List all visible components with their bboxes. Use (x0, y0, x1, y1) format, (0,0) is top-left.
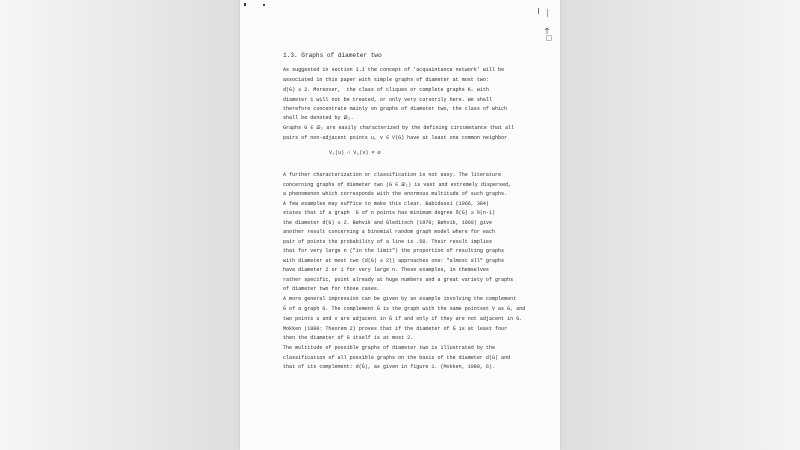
paragraph-line: Graphs G ∈ 𝒟₂ are easily characterized by the defining circumstance that all (283, 125, 515, 131)
paragraph-line: of diameter two for those cases. (283, 286, 380, 292)
paragraph-line: therefore concentrate mainly on graphs of diameter two, the class of which (283, 106, 508, 112)
paragraph-line: diameter 1 will not be treated, or only very cursorily here. We shall (283, 97, 492, 103)
paragraph-line: have diameter 2 or 1 for very large n. These examples, in themselves (283, 267, 489, 273)
formula: V₁(u) ∩ V₁(v) ≠ ∅ (329, 150, 381, 156)
paragraph-line: A more general impression can be given by an example involving the complement (283, 296, 517, 302)
scan-mark (547, 9, 548, 17)
paragraph-line: The multitude of possible graphs of diameter two is illustrated by the (283, 345, 496, 351)
paragraph-line: As suggested in section 1.1 the concept of 'acquaintance network' will be (283, 67, 505, 73)
paragraph-line: Ḡ of a graph G. The complement Ḡ is the graph with the same pointset V as G, and (283, 306, 526, 312)
paragraph-line: pair of points the probability of a line is .50. Their result implies (283, 239, 492, 245)
paragraph-line: then the diameter of G itself is at most 2. (283, 335, 414, 341)
scan-mark (244, 3, 246, 6)
paragraph-line: pairs of non-adjacent points u, v ∈ V(G) have at least one common neighbor (283, 135, 508, 141)
scan-mark (538, 8, 539, 14)
paragraph-line: states that if a graph G of n points has minimum degree δ(G) ≥ ½(n-1) (283, 210, 496, 216)
scan-mark (263, 4, 265, 6)
scan-mark (546, 35, 552, 41)
paragraph-line: Mokken (1980: Theorem 2) proves that if the diameter of Ḡ is at least four (283, 326, 508, 332)
paragraph-line: another result concerning a binomial random graph model where for each (283, 229, 496, 235)
paragraph-line: concerning graphs of diameter two (G ∈ 𝒟₂) is vast and extremely dispersed, (283, 182, 512, 188)
paragraph-line: classification of all possible graphs on the basis of the diameter d(G) and (283, 355, 511, 361)
paragraph-line: a phenomenon which corresponds with the enormous multitude of such graphs. (283, 191, 508, 197)
paragraph-line: shall be denoted by 𝒟₂. (283, 115, 354, 121)
paragraph-line: A few examples may suffice to make this clear. Babidussi (1966, 384) (283, 201, 489, 207)
scan-mark (544, 28, 550, 34)
paragraph-line: the diameter d(G) ≤ 2. Bøhvik and Gleditsch (1970; Bøhvik, 1969) give (283, 220, 492, 226)
paragraph-line: associated in this paper with simple graphs of diameter at most two: (283, 77, 489, 83)
paragraph-line: rather specific, point already at huge numbers and a great variety of graphs (283, 277, 514, 283)
section-heading: 1.3. Graphs of diameter two (283, 52, 382, 59)
paragraph-line: A further characterization or classification is not easy. The literature (283, 172, 502, 178)
paragraph-line: two points u and v are adjacent in Ḡ if and only if they are not adjacent in G. (283, 316, 523, 322)
paragraph-line: that of its complement: d(Ḡ), as given in figure 1. (Mokken, 1980, 6). (283, 364, 496, 370)
paragraph-line: d(G) ≤ 2. Moreover, the class of cliques or complete graphs Kₙ with (283, 87, 489, 93)
paragraph-line: that for very large n ("in the limit") the proportion of resulting graphs (283, 248, 505, 254)
paragraph-line: with diameter at most two (d(G) ≤ 2)) approaches one: "almost all" graphs (283, 258, 505, 264)
